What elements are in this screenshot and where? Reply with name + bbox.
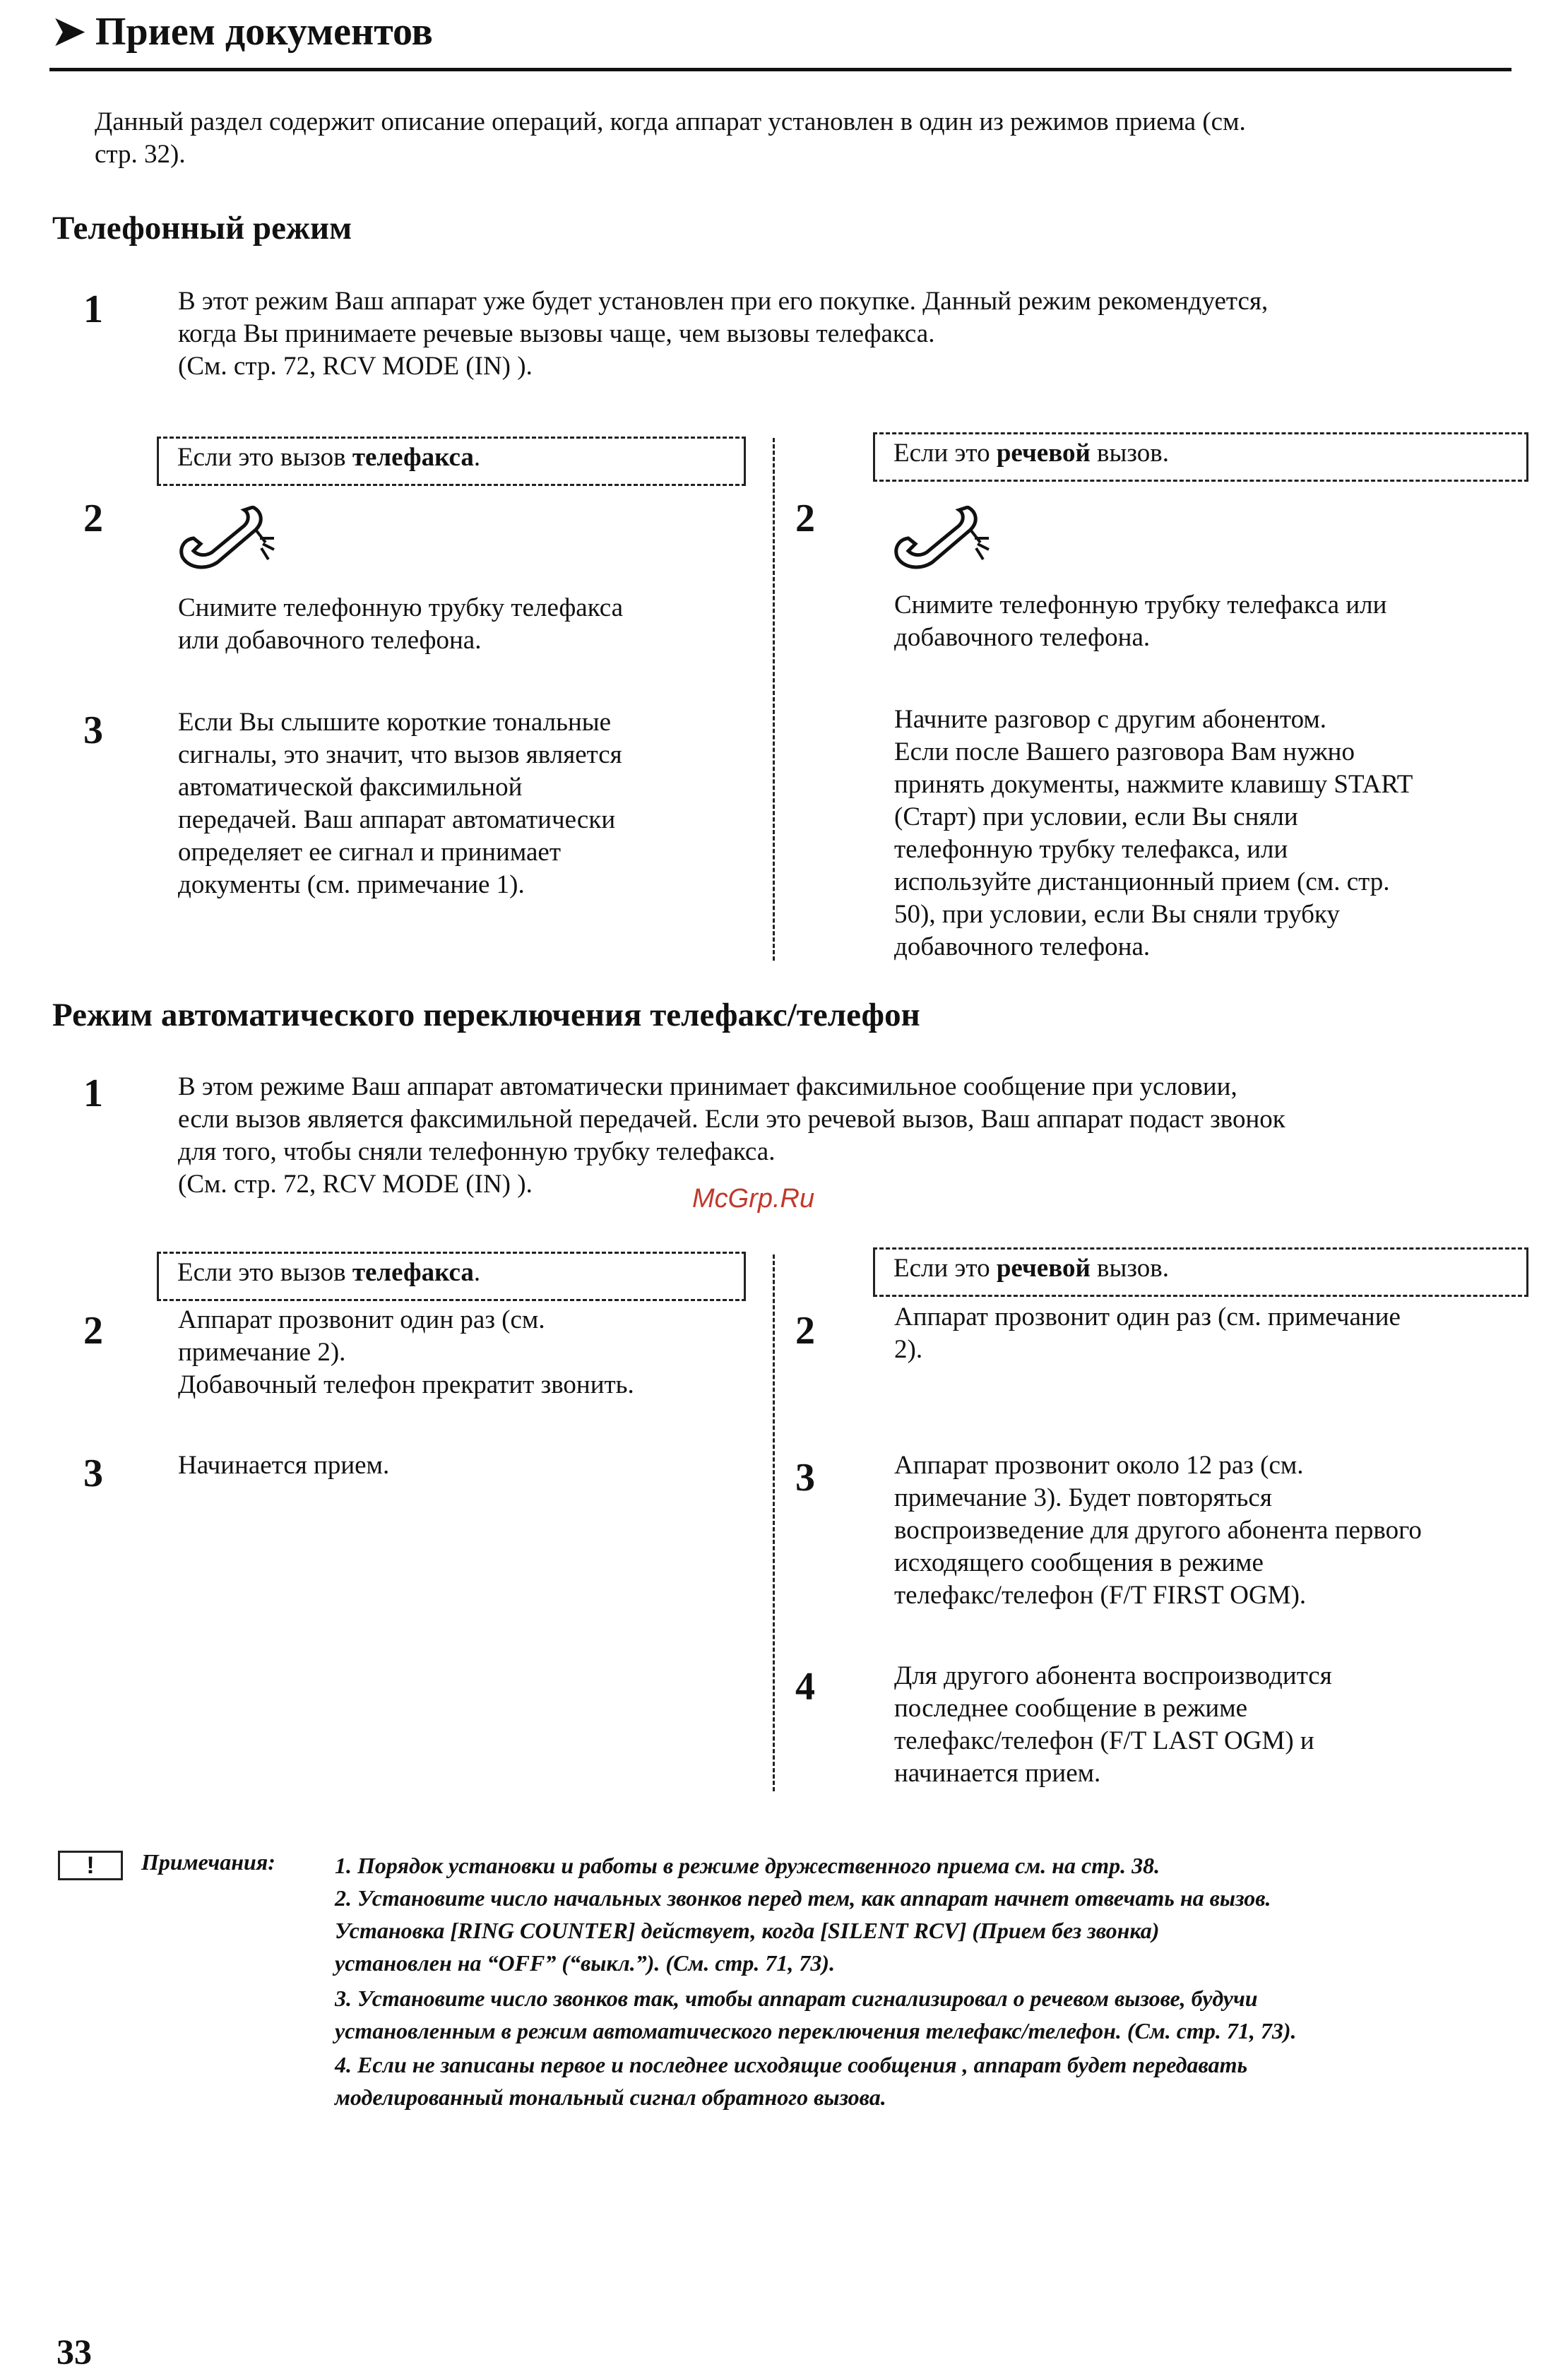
intro-text: Данный раздел содержит описание операций, когда аппарат установлен в один из режимов приема (см. стр. 32). bbox=[95, 107, 1246, 169]
s1-right-condition-box bbox=[873, 432, 1528, 482]
s1-left-step3-text: Если Вы слышите короткие тональные сигналы, это значит, что вызов является автоматической факсимильной передачей. Ваш аппарат автоматически определяет ее сигнал и принимает документы (см. примечание 1). bbox=[178, 708, 622, 899]
s2-right-step3-text: Аппарат прозвонит около 12 раз (см. примечание 3). Будет повторяться воспроизведение для другого абонента первого исходящего сообщения в режиме телефакс/телефон (F/T FIRST OGM). bbox=[894, 1451, 1422, 1610]
page-title: Прием документов bbox=[95, 10, 433, 54]
s1-left-condition-label: Если это вызов телефакса. bbox=[177, 443, 481, 472]
arrow-marker-icon: ➤ bbox=[52, 10, 85, 54]
notes-label: Примечания: bbox=[141, 1849, 275, 1875]
s1-right-step2-text: Снимите телефонную трубку телефакса или добавочного телефона. bbox=[894, 591, 1387, 652]
page-number: 33 bbox=[57, 2332, 92, 2371]
s2-right-step4-number: 4 bbox=[795, 1665, 815, 1709]
phone-handset-icon bbox=[891, 506, 997, 569]
section2-heading: Режим автоматического переключения телефакс/телефон bbox=[52, 997, 920, 1033]
s1-right-condition-label: Если это речевой вызов. bbox=[893, 439, 1169, 468]
s1-left-step2-number: 2 bbox=[83, 497, 103, 540]
s2-right-condition-label: Если это речевой вызов. bbox=[893, 1254, 1169, 1283]
s2-right-step2-number: 2 bbox=[795, 1309, 815, 1353]
s1-column-separator bbox=[773, 438, 775, 961]
s2-step1-text: В этом режиме Ваш аппарат автоматически принимает факсимильное сообщение при условии, если вызов является факсимильной передачей. Если это речевой вызов, Ваш аппарат подаст звонок для того, чтобы сняли телефонную трубку телефакса. (См. стр. 72, RCV MODE (IN) ). bbox=[178, 1072, 1285, 1199]
s2-step1-number: 1 bbox=[83, 1072, 103, 1115]
s1-left-step3-number: 3 bbox=[83, 708, 103, 752]
s2-left-step2-number: 2 bbox=[83, 1309, 103, 1353]
s2-right-step2-text: Аппарат прозвонит один раз (см. примечание 2). bbox=[894, 1303, 1401, 1364]
s1-left-condition-box bbox=[157, 437, 746, 486]
note-item: 1. Порядок установки и работы в режиме дружественного приема см. на стр. 38. bbox=[335, 1853, 1160, 1878]
s1-right-step2-number: 2 bbox=[795, 497, 815, 540]
section1-heading: Телефонный режим bbox=[52, 210, 352, 247]
s2-left-step3-text: Начинается прием. bbox=[178, 1451, 390, 1480]
s2-left-step3-number: 3 bbox=[83, 1452, 103, 1495]
s1-step1-number: 1 bbox=[83, 287, 103, 331]
note-item: 2. Установите число начальных звонков перед тем, как аппарат начнет отвечать на вызов. Установка [RING COUNTER] действует, когда [SILENT RCV] (Прием без звонка) установлен на “OFF” (“выкл.”). (См. стр. 71, 73). bbox=[335, 1885, 1271, 1976]
s2-right-step4-text: Для другого абонента воспроизводится последнее сообщение в режиме телефакс/телефон (F/T LAST OGM) и начинается прием. bbox=[894, 1661, 1332, 1788]
s2-left-condition-label: Если это вызов телефакса. bbox=[177, 1258, 481, 1287]
s2-left-condition-box bbox=[157, 1252, 746, 1301]
title-rule bbox=[49, 68, 1511, 71]
s1-left-step2-text: Снимите телефонную трубку телефакса или добавочного телефона. bbox=[178, 593, 624, 655]
note-item: 3. Установите число звонков так, чтобы аппарат сигнализировал о речевом вызове, будучи установленным в режим автоматического переключения телефакс/телефон. (См. стр. 71, 73). bbox=[335, 1986, 1297, 2043]
s1-right-step3-text: Начните разговор с другим абонентом. Если после Вашего разговора Вам нужно принять документы, нажмите клавишу START (Старт) при условии, если Вы сняли телефонную трубку телефакса, или используйте дистанционный прием (см. стр. 50), при условии, если Вы сняли трубку добавочного телефона. bbox=[894, 705, 1413, 961]
s2-column-separator bbox=[773, 1254, 775, 1791]
s2-right-condition-box bbox=[873, 1247, 1528, 1297]
s2-left-step2-text: Аппарат прозвонит один раз (см. примечание 2). Добавочный телефон прекратит звонить. bbox=[178, 1305, 634, 1399]
phone-handset-icon bbox=[177, 506, 283, 569]
s1-step1-text: В этот режим Ваш аппарат уже будет установлен при его покупке. Данный режим рекомендуется, когда Вы принимаете речевые вызовы чаще, чем вызовы телефакса. (См. стр. 72, RCV MODE (IN) ). bbox=[178, 287, 1269, 381]
watermark: McGrp.Ru bbox=[692, 1184, 815, 1214]
page-title-wrap bbox=[52, 8, 433, 54]
exclamation-box-icon: ! bbox=[58, 1851, 123, 1880]
s2-right-step3-number: 3 bbox=[795, 1456, 815, 1500]
note-item: 4. Если не записаны первое и последнее исходящие сообщения , аппарат будет передавать моделированный тональный сигнал обратного вызова. bbox=[335, 2052, 1248, 2110]
